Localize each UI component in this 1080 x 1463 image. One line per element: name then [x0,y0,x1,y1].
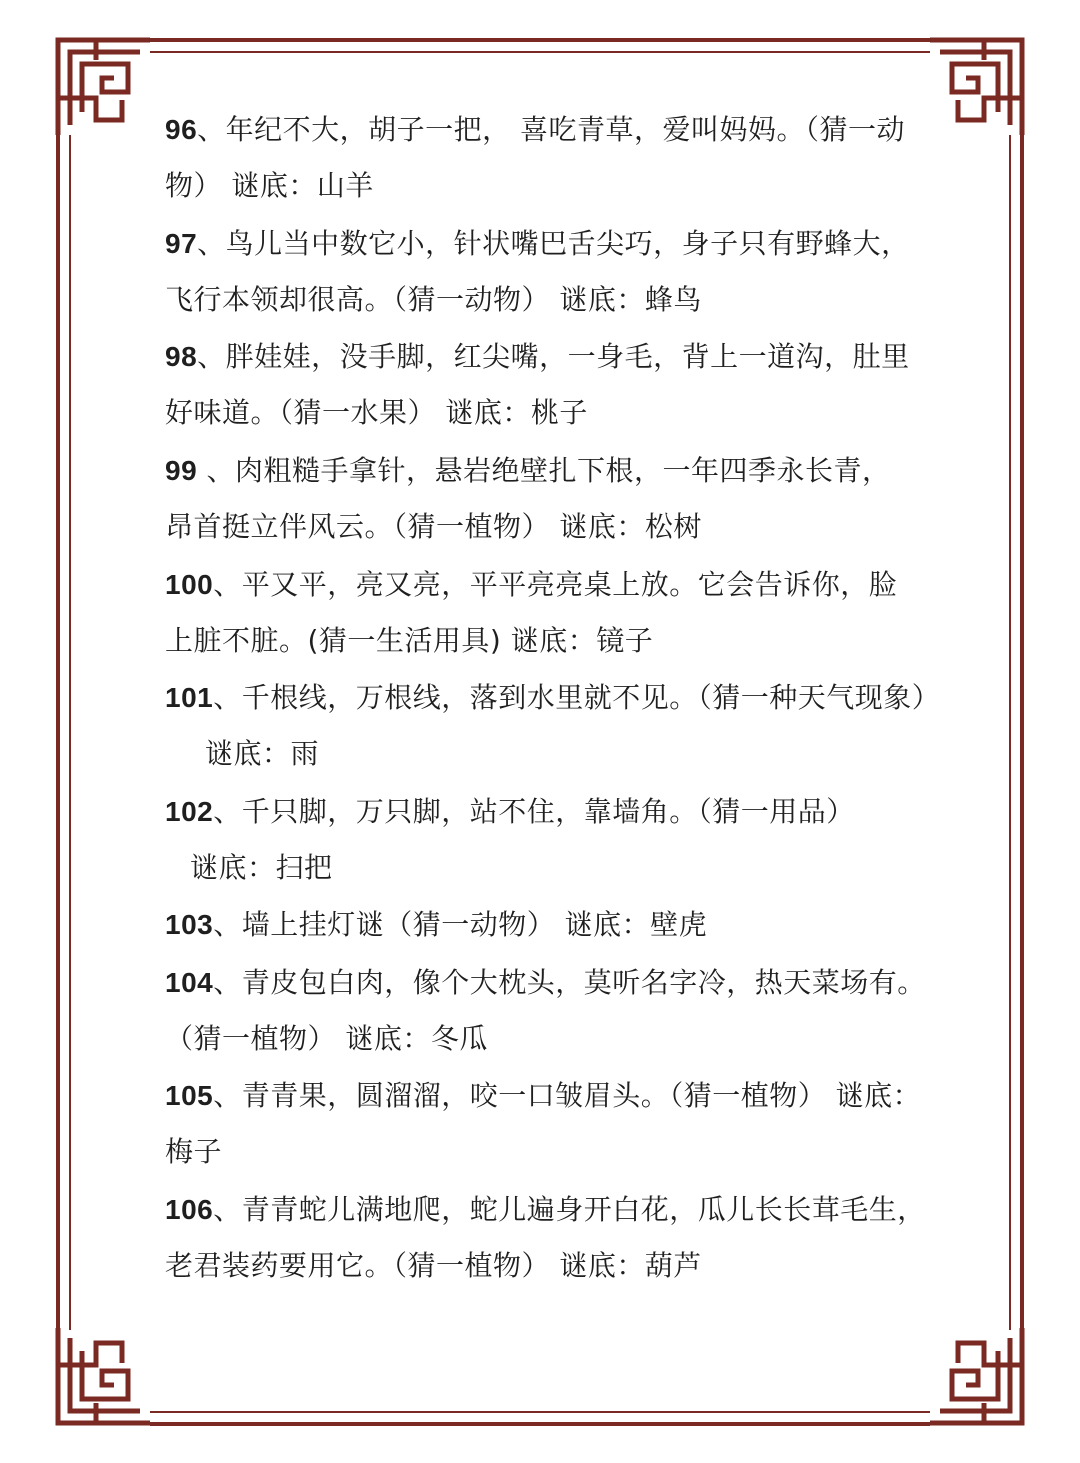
riddle-text: 、肉粗糙手拿针，悬岩绝壁扎下根，一年四季永长青， [197,454,891,487]
riddle-answer: 好味道。（猜一水果） 谜底：桃子 [165,396,588,429]
riddle-number: 98 [165,341,198,372]
riddle-text: 、千只脚，万只脚，站不住，靠墙角。（猜一用品） [213,795,855,828]
riddle-answer: 物） 谜底：山羊 [165,169,374,202]
riddle-text: 、青青蛇儿满地爬，蛇儿遍身开白花，瓜儿长长茸毛生， [213,1193,926,1226]
riddle-text: 、青青果，圆溜溜，咬一口皱眉头。（猜一植物） 谜底： [213,1079,922,1112]
riddle-answer: 谜底：扫把 [190,851,333,884]
riddle-number: 100 [165,569,214,600]
riddle-text: 、胖娃娃，没手脚，红尖嘴，一身毛，背上一道沟，肚里 [197,340,910,373]
riddle-number: 102 [165,796,214,827]
riddle-answer: 昂首挺立伴风云。（猜一植物） 谜底：松树 [165,510,702,543]
riddle-answer: 飞行本领却很高。（猜一动物） 谜底：蜂鸟 [165,283,702,316]
riddle-answer: （猜一植物） 谜底：冬瓜 [165,1022,488,1055]
riddle-number: 103 [165,909,214,940]
riddle-answer: 梅子 [165,1135,223,1168]
riddle-number: 104 [165,967,214,998]
riddle-text: 、年纪不大，胡子一把， 喜吃青草，爱叫妈妈。（猜一动 [197,113,906,146]
riddle-number: 106 [165,1194,214,1225]
riddle-text: 、青皮包白肉，像个大枕头，莫听名字冷，热天菜场有。 [213,966,926,999]
riddle-number: 99 [165,455,198,486]
riddle-text: 、鸟儿当中数它小，针状嘴巴舌尖巧，身子只有野蜂大， [197,227,910,260]
riddle-number: 105 [165,1080,214,1111]
riddle-text: 、千根线，万根线，落到水里就不见。（猜一种天气现象） [213,681,941,714]
riddle-number: 97 [165,228,198,259]
riddle-answer: 上脏不脏。(猜一生活用具) 谜底：镜子 [165,624,654,657]
riddle-answer: 谜底：雨 [205,737,320,770]
riddle-text: 、墙上挂灯谜（猜一动物） 谜底：壁虎 [213,908,708,941]
riddle-text: 、平又平，亮又亮，平平亮亮桌上放。它会告诉你，脸 [213,568,898,601]
riddle-answer: 老君装药要用它。（猜一植物） 谜底：葫芦 [165,1249,702,1282]
riddle-number: 101 [165,682,214,713]
riddle-number: 96 [165,114,198,145]
